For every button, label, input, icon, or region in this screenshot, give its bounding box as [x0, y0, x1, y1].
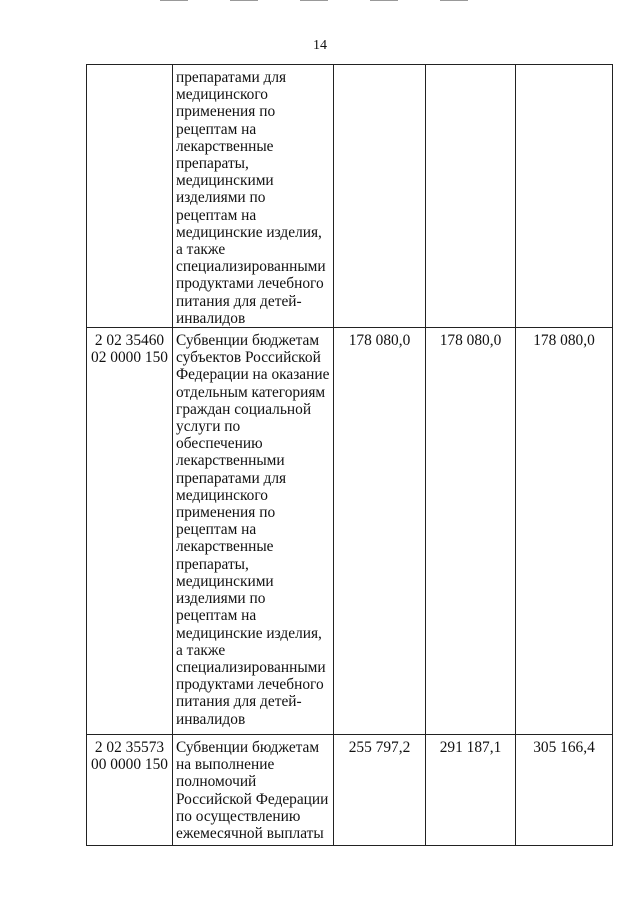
amount-year1-cell: 255 797,2 [334, 735, 426, 846]
amount-year3-cell [516, 65, 613, 328]
description-cell: Субвенции бюджетам на выполнение полномочий Российской Федерации по осуществлению ежемесячной выплаты [173, 735, 334, 846]
amount-year3-cell: 305 166,4 [516, 735, 613, 846]
amount-year2-cell [426, 65, 516, 328]
budget-code-cell: 2 02 35573 00 0000 150 [87, 735, 173, 846]
budget-code-cell [87, 65, 173, 328]
table-row [87, 65, 613, 328]
scan-edge-artifact [160, 0, 490, 1]
amount-year3-cell: 178 080,0 [516, 328, 613, 735]
page-number: 14 [313, 38, 327, 53]
description-cell: препаратами для медицинского применения по рецептам на лекарственные препараты, медицинскими изделиями по рецептам на медицинские изделия, а также специализированными продуктами лечебного питания для детей-инвалидов [173, 65, 334, 328]
amount-year1-cell: 178 080,0 [334, 328, 426, 735]
budget-code-cell: 2 02 35460 02 0000 150 [87, 328, 173, 735]
amount-year1-cell [334, 65, 426, 328]
table-row [87, 735, 613, 846]
amount-year2-cell: 178 080,0 [426, 328, 516, 735]
amount-year2-cell: 291 187,1 [426, 735, 516, 846]
table-row [87, 328, 613, 735]
budget-table [86, 64, 613, 846]
description-cell: Субвенции бюджетам субъектов Российской Федерации на оказание отдельным категориям граждан социальной услуги по обеспечению лекарственными препаратами для медицинского применения по рецептам на лекарственные препараты, медицинскими изделиями по рецептам на медицинские изделия, а также специализированными продуктами лечебного питания для детей-инвалидов [173, 328, 334, 735]
